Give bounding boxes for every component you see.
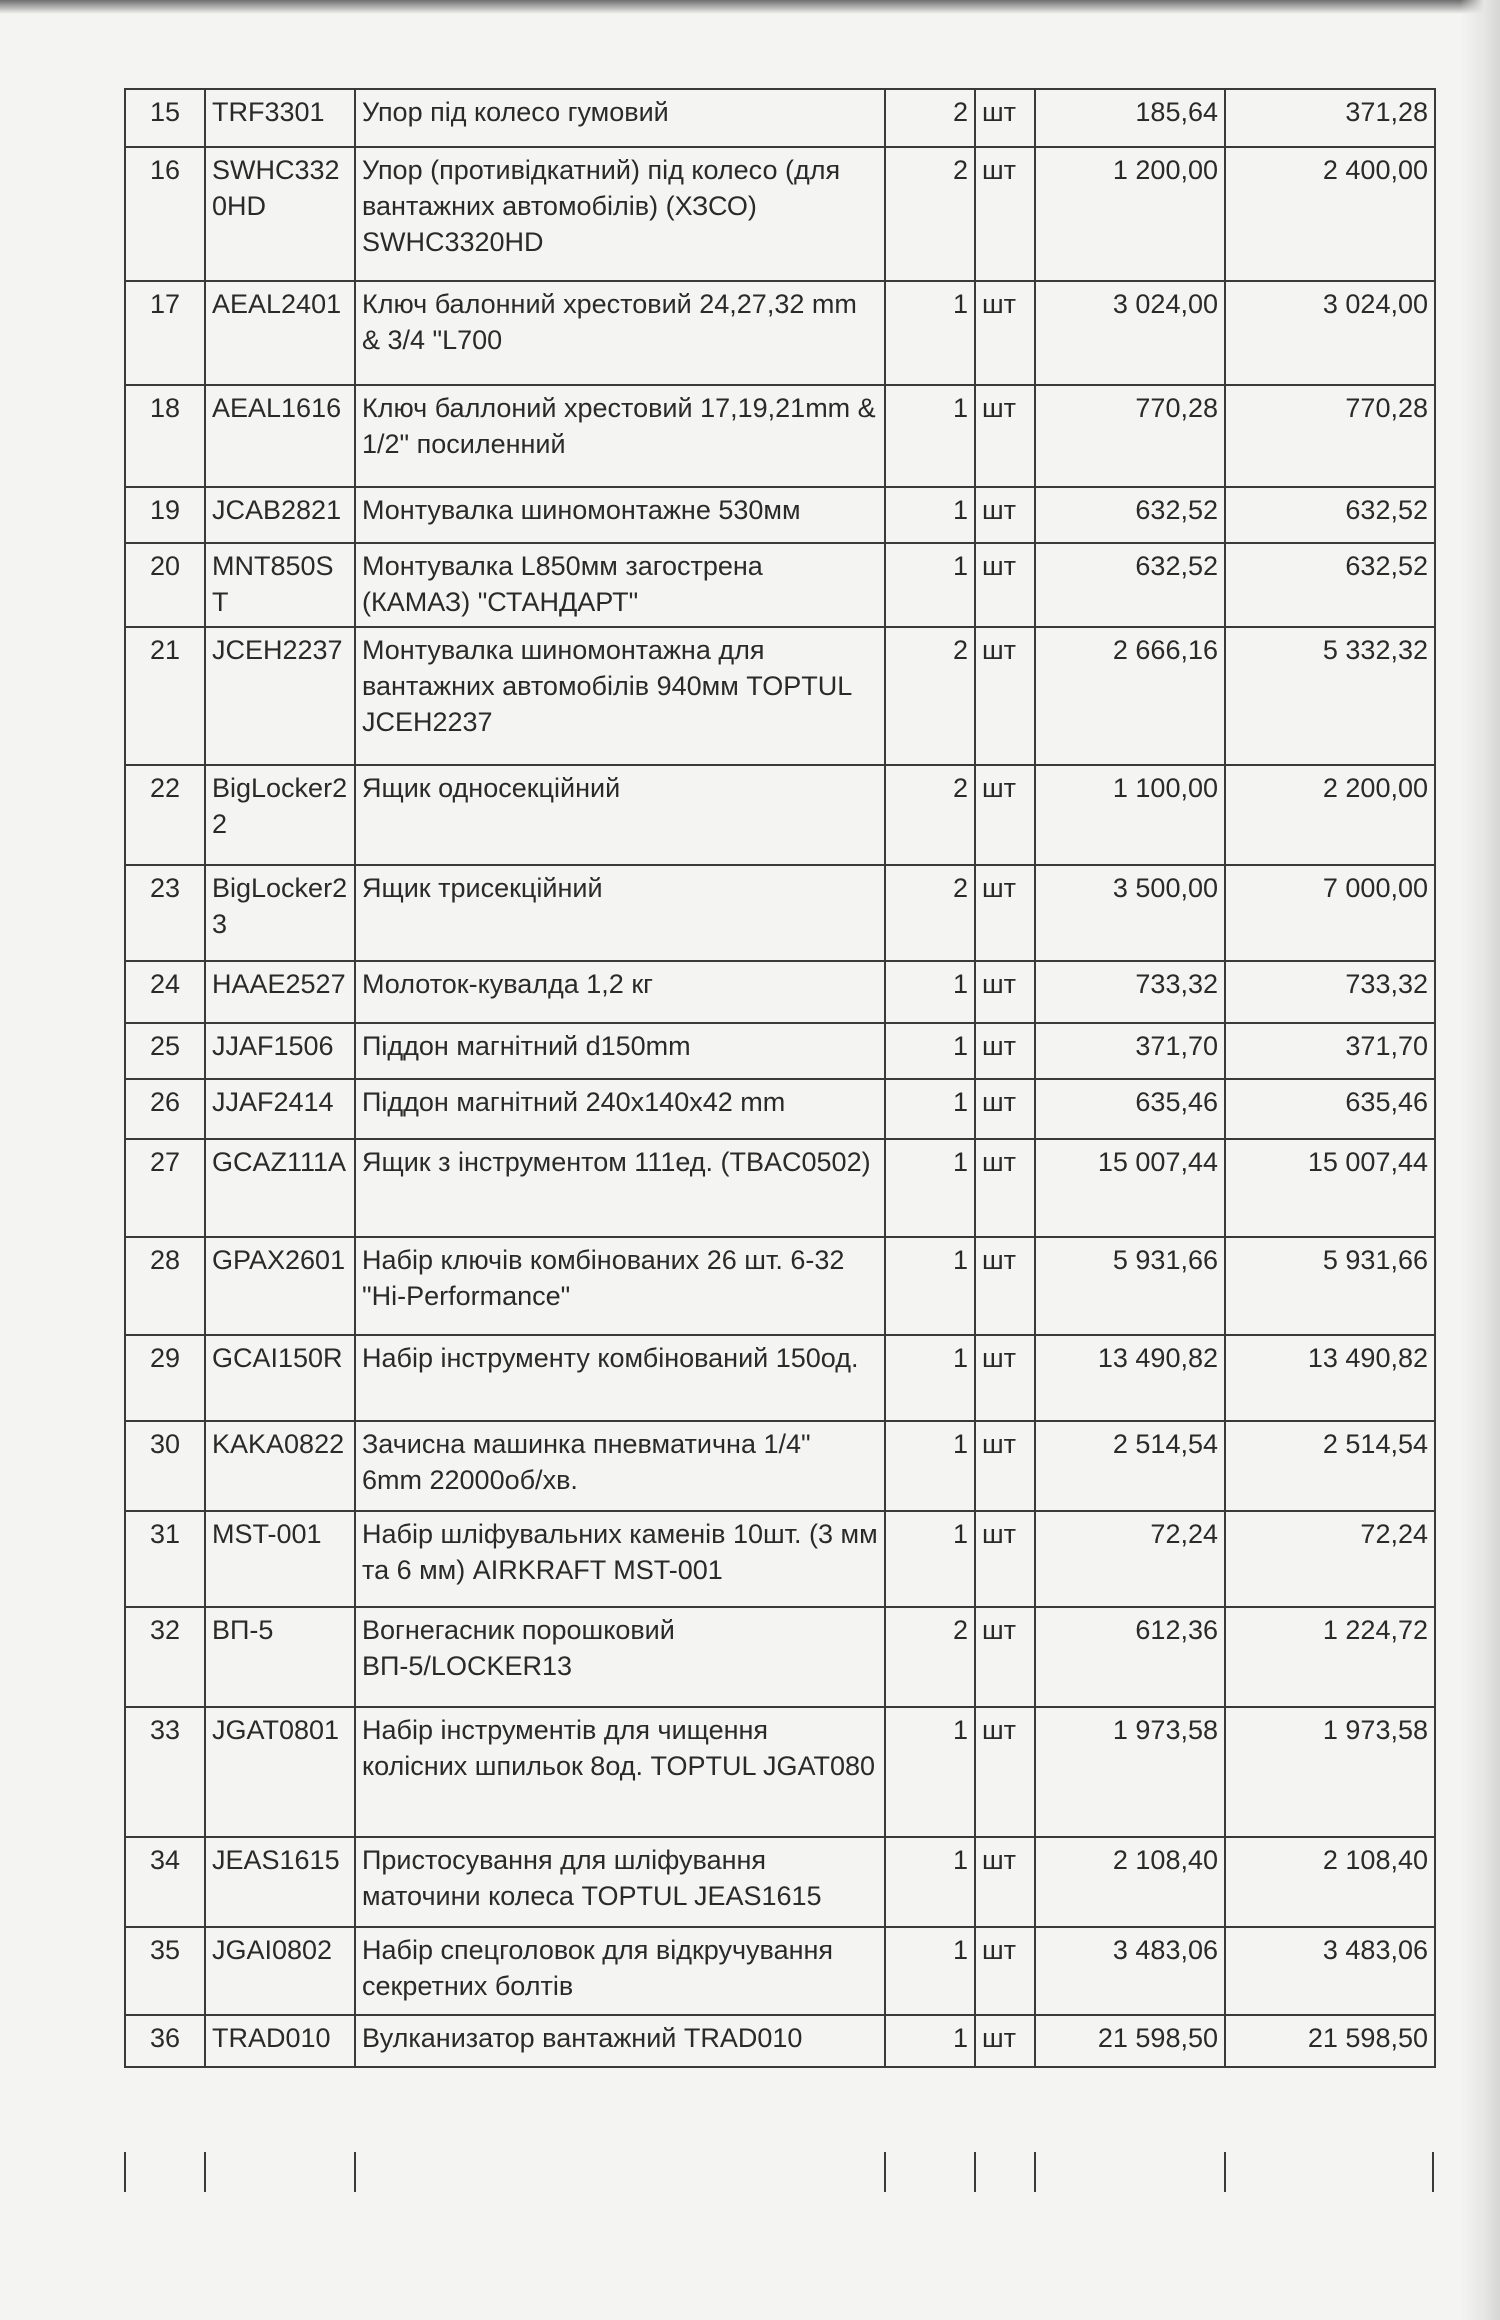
item-unit: шт xyxy=(975,89,1035,147)
item-code: BigLocker22 xyxy=(205,765,355,865)
item-quantity: 1 xyxy=(885,1927,975,2015)
row-number: 21 xyxy=(125,627,205,765)
item-quantity: 2 xyxy=(885,627,975,765)
table-row xyxy=(125,1607,1435,1707)
item-unit: шт xyxy=(975,1837,1035,1927)
item-total: 371,70 xyxy=(1225,1023,1435,1079)
table-row xyxy=(125,487,1435,543)
item-name: Молоток-кувалда 1,2 кг xyxy=(355,961,885,1023)
item-code: SWHC3320HD xyxy=(205,147,355,281)
row-number: 15 xyxy=(125,89,205,147)
row-number: 34 xyxy=(125,1837,205,1927)
table-row xyxy=(125,1335,1435,1421)
item-unit: шт xyxy=(975,385,1035,487)
item-code: JGAT0801 xyxy=(205,1707,355,1837)
row-number: 35 xyxy=(125,1927,205,2015)
item-price: 1 973,58 xyxy=(1035,1707,1225,1837)
item-code: KAKA0822 xyxy=(205,1421,355,1511)
item-name: Вулканизатор вантажний TRAD010 xyxy=(355,2015,885,2067)
item-name: Набір інструменту комбінований 150од. xyxy=(355,1335,885,1421)
item-name: Піддон магнітний 240x140x42 mm xyxy=(355,1079,885,1139)
row-number: 33 xyxy=(125,1707,205,1837)
item-price: 21 598,50 xyxy=(1035,2015,1225,2067)
item-code: TRF3301 xyxy=(205,89,355,147)
item-quantity: 2 xyxy=(885,865,975,961)
item-quantity: 1 xyxy=(885,1139,975,1237)
item-unit: шт xyxy=(975,543,1035,627)
item-quantity: 1 xyxy=(885,1707,975,1837)
item-unit: шт xyxy=(975,1707,1035,1837)
item-price: 632,52 xyxy=(1035,487,1225,543)
item-unit: шт xyxy=(975,1607,1035,1707)
table-row xyxy=(125,1707,1435,1837)
item-code: JJAF2414 xyxy=(205,1079,355,1139)
item-quantity: 1 xyxy=(885,961,975,1023)
table-row xyxy=(125,385,1435,487)
scan-right-shadow xyxy=(1460,0,1500,2320)
item-quantity: 1 xyxy=(885,281,975,385)
item-quantity: 1 xyxy=(885,1511,975,1607)
item-price: 632,52 xyxy=(1035,543,1225,627)
table-row xyxy=(125,2015,1435,2067)
item-name: Монтувалка шиномонтажне 530мм xyxy=(355,487,885,543)
table-row xyxy=(125,961,1435,1023)
item-code: GCAI150R xyxy=(205,1335,355,1421)
item-unit: шт xyxy=(975,1237,1035,1335)
item-name: Ящик з інструментом 111ед. (TBAC0502) xyxy=(355,1139,885,1237)
item-unit: шт xyxy=(975,1421,1035,1511)
item-code: GCAZ111A xyxy=(205,1139,355,1237)
item-total: 371,28 xyxy=(1225,89,1435,147)
item-unit: шт xyxy=(975,961,1035,1023)
item-code: ВП-5 xyxy=(205,1607,355,1707)
item-quantity: 1 xyxy=(885,1421,975,1511)
item-quantity: 2 xyxy=(885,1607,975,1707)
item-quantity: 1 xyxy=(885,1079,975,1139)
row-number: 36 xyxy=(125,2015,205,2067)
item-name: Пристосування для шліфування маточини колеса TOPTUL JEAS1615 xyxy=(355,1837,885,1927)
table-row xyxy=(125,1023,1435,1079)
table-row xyxy=(125,1837,1435,1927)
item-quantity: 1 xyxy=(885,487,975,543)
item-total: 15 007,44 xyxy=(1225,1139,1435,1237)
item-quantity: 2 xyxy=(885,147,975,281)
item-code: MNT850ST xyxy=(205,543,355,627)
table-continuation-lines xyxy=(124,2152,1434,2192)
item-price: 1 100,00 xyxy=(1035,765,1225,865)
row-number: 23 xyxy=(125,865,205,961)
item-name: Упор (противідкатний) під колесо (для вантажних автомобілів) (ХЗСО) SWHC3320HD xyxy=(355,147,885,281)
item-price: 371,70 xyxy=(1035,1023,1225,1079)
item-price: 72,24 xyxy=(1035,1511,1225,1607)
item-quantity: 1 xyxy=(885,1023,975,1079)
table-row xyxy=(125,1511,1435,1607)
item-unit: шт xyxy=(975,487,1035,543)
invoice-sheet xyxy=(124,88,1434,2068)
item-unit: шт xyxy=(975,865,1035,961)
item-unit: шт xyxy=(975,1023,1035,1079)
row-number: 27 xyxy=(125,1139,205,1237)
row-number: 16 xyxy=(125,147,205,281)
item-total: 3 483,06 xyxy=(1225,1927,1435,2015)
table-row xyxy=(125,1421,1435,1511)
scan-top-edge xyxy=(0,0,1500,14)
item-price: 635,46 xyxy=(1035,1079,1225,1139)
table-row xyxy=(125,1927,1435,2015)
item-name: Набір спецголовок для відкручування секретних болтів xyxy=(355,1927,885,2015)
item-name: Ящик односекційний xyxy=(355,765,885,865)
item-price: 13 490,82 xyxy=(1035,1335,1225,1421)
item-quantity: 1 xyxy=(885,543,975,627)
item-total: 2 400,00 xyxy=(1225,147,1435,281)
item-total: 1 973,58 xyxy=(1225,1707,1435,1837)
row-number: 22 xyxy=(125,765,205,865)
item-price: 2 108,40 xyxy=(1035,1837,1225,1927)
item-total: 733,32 xyxy=(1225,961,1435,1023)
item-name: Упор під колесо гумовий xyxy=(355,89,885,147)
item-unit: шт xyxy=(975,765,1035,865)
item-total: 1 224,72 xyxy=(1225,1607,1435,1707)
row-number: 28 xyxy=(125,1237,205,1335)
row-number: 18 xyxy=(125,385,205,487)
table-row xyxy=(125,543,1435,627)
item-name: Піддон магнітний d150mm xyxy=(355,1023,885,1079)
table-row xyxy=(125,627,1435,765)
table-row xyxy=(125,1139,1435,1237)
row-number: 26 xyxy=(125,1079,205,1139)
item-price: 5 931,66 xyxy=(1035,1237,1225,1335)
item-unit: шт xyxy=(975,2015,1035,2067)
item-name: Монтувалка L850мм загострена (КАМАЗ) "СТАНДАРТ" xyxy=(355,543,885,627)
table-row xyxy=(125,281,1435,385)
table-row xyxy=(125,765,1435,865)
item-code: MST-001 xyxy=(205,1511,355,1607)
row-number: 24 xyxy=(125,961,205,1023)
item-code: HAAE2527 xyxy=(205,961,355,1023)
row-number: 31 xyxy=(125,1511,205,1607)
item-code: TRAD010 xyxy=(205,2015,355,2067)
item-code: JGAI0802 xyxy=(205,1927,355,2015)
item-name: Ключ баллоний хрестовий 17,19,21mm & 1/2" посиленний xyxy=(355,385,885,487)
row-number: 30 xyxy=(125,1421,205,1511)
item-total: 3 024,00 xyxy=(1225,281,1435,385)
item-price: 612,36 xyxy=(1035,1607,1225,1707)
item-name: Набір шліфувальних каменів 10шт. (3 мм та 6 мм) AIRKRAFT MST-001 xyxy=(355,1511,885,1607)
item-total: 5 931,66 xyxy=(1225,1237,1435,1335)
item-code: JCAB2821 xyxy=(205,487,355,543)
items-table xyxy=(124,88,1436,2068)
item-code: BigLocker23 xyxy=(205,865,355,961)
item-price: 3 024,00 xyxy=(1035,281,1225,385)
item-unit: шт xyxy=(975,1335,1035,1421)
item-total: 2 200,00 xyxy=(1225,765,1435,865)
item-price: 3 500,00 xyxy=(1035,865,1225,961)
item-quantity: 1 xyxy=(885,2015,975,2067)
table-row xyxy=(125,865,1435,961)
item-quantity: 1 xyxy=(885,1335,975,1421)
item-code: AEAL1616 xyxy=(205,385,355,487)
row-number: 25 xyxy=(125,1023,205,1079)
item-name: Монтувалка шиномонтажна для вантажних автомобілів 940мм TOPTUL JCEH2237 xyxy=(355,627,885,765)
item-code: AEAL2401 xyxy=(205,281,355,385)
item-name: Ключ балонний хрестовий 24,27,32 mm & 3/4 "L700 xyxy=(355,281,885,385)
item-quantity: 1 xyxy=(885,1237,975,1335)
item-price: 2 514,54 xyxy=(1035,1421,1225,1511)
item-code: JEAS1615 xyxy=(205,1837,355,1927)
item-total: 632,52 xyxy=(1225,543,1435,627)
item-price: 770,28 xyxy=(1035,385,1225,487)
item-total: 2 514,54 xyxy=(1225,1421,1435,1511)
item-code: JCEH2237 xyxy=(205,627,355,765)
item-unit: шт xyxy=(975,627,1035,765)
item-unit: шт xyxy=(975,147,1035,281)
item-unit: шт xyxy=(975,1139,1035,1237)
items-body xyxy=(125,89,1435,2067)
item-unit: шт xyxy=(975,281,1035,385)
table-row xyxy=(125,1237,1435,1335)
item-total: 770,28 xyxy=(1225,385,1435,487)
item-quantity: 2 xyxy=(885,89,975,147)
item-name: Вогнегасник порошковий ВП-5/LOCKER13 xyxy=(355,1607,885,1707)
item-name: Ящик трисекційний xyxy=(355,865,885,961)
table-row xyxy=(125,89,1435,147)
item-quantity: 1 xyxy=(885,1837,975,1927)
item-total: 21 598,50 xyxy=(1225,2015,1435,2067)
item-price: 15 007,44 xyxy=(1035,1139,1225,1237)
item-total: 5 332,32 xyxy=(1225,627,1435,765)
row-number: 17 xyxy=(125,281,205,385)
item-price: 1 200,00 xyxy=(1035,147,1225,281)
item-code: GPAX2601 xyxy=(205,1237,355,1335)
item-code: JJAF1506 xyxy=(205,1023,355,1079)
item-quantity: 1 xyxy=(885,385,975,487)
item-total: 2 108,40 xyxy=(1225,1837,1435,1927)
item-name: Набір ключів комбінованих 26 шт. 6-32 "Hi-Performance" xyxy=(355,1237,885,1335)
item-price: 3 483,06 xyxy=(1035,1927,1225,2015)
item-total: 72,24 xyxy=(1225,1511,1435,1607)
item-name: Зачисна машинка пневматична 1/4" 6mm 22000об/хв. xyxy=(355,1421,885,1511)
item-name: Набір інструментів для чищення колісних шпильок 8од. TOPTUL JGAT080 xyxy=(355,1707,885,1837)
item-total: 13 490,82 xyxy=(1225,1335,1435,1421)
item-unit: шт xyxy=(975,1927,1035,2015)
table-row xyxy=(125,1079,1435,1139)
item-total: 7 000,00 xyxy=(1225,865,1435,961)
row-number: 19 xyxy=(125,487,205,543)
item-unit: шт xyxy=(975,1511,1035,1607)
item-unit: шт xyxy=(975,1079,1035,1139)
item-total: 635,46 xyxy=(1225,1079,1435,1139)
item-price: 185,64 xyxy=(1035,89,1225,147)
item-quantity: 2 xyxy=(885,765,975,865)
item-price: 733,32 xyxy=(1035,961,1225,1023)
table-row xyxy=(125,147,1435,281)
row-number: 29 xyxy=(125,1335,205,1421)
item-price: 2 666,16 xyxy=(1035,627,1225,765)
row-number: 20 xyxy=(125,543,205,627)
row-number: 32 xyxy=(125,1607,205,1707)
item-total: 632,52 xyxy=(1225,487,1435,543)
